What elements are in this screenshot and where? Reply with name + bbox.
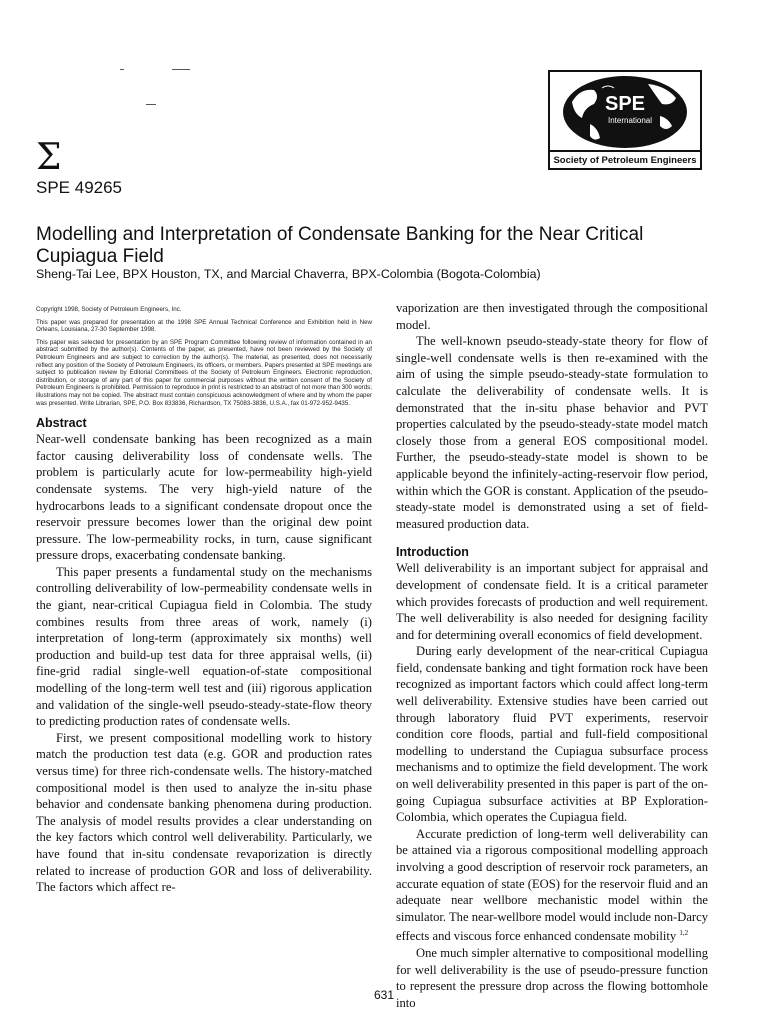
introduction-paragraph: One much simpler alternative to compositional modelling for well deliverability is the use of pseudo-pressure function to represent the pressure drop across the flowing bottomhole into [396,946,708,1010]
scan-speck [172,69,190,70]
introduction-paragraph: Well deliverability is an important subject for appraisal and development of condensate field. It is a critical parameter which provides forecasts of production and well requirement. The well deliverability is also needed for designing facility and for determining overall economics of field development. [396,561,708,642]
introduction-paragraph-text: Accurate prediction of long-term well deliverability can be attained via a rigorous compositional modelling approach involving a good description of reservoir rock parameters, an accurate equation of state (EOS) for the reservoir fluid and an adequate near wellbore mechanistic model within the simulator. The near-wellbore model would include non-Darcy effects and viscous force enhanced condensate mobility [396,826,708,944]
sigma-mark: Σ [36,137,62,178]
spe-logo [548,70,702,170]
abstract-paragraph: First, we present compositional modelling work to history match the production test data (e.g. GOR and production rates versus time) for three rich-condensate wells. The history-matched compositional model is then used to analyze the in-situ phase behavior and condensate banking phenomena during production. The analysis of model results provides a clear understanding on the key factors which control well deliverability. Particularly, we have found that in-situ condensate revaporization is directly related to increase of production GOR and loss of deliverability. The factors which affect re- [36,730,372,895]
introduction-paragraph: During early development of the near-critical Cupiagua field, condensate banking and tight formation rock have been recognized as important factors which could affect long-term well deliverability. Extensive studies have been carried out through laboratory fluid PVT experiments, reservoir condition core floods, partial and full-field compositional modelling to understand the Cupiagua subsurface process mechanisms and to optimize the field development. The work on well deliverability presented in this paper is part of the on-going Cupiagua subsurface activities at BP Exploration-Colombia, which operates the Cupiagua field. [396,644,708,825]
left-column [36,300,372,896]
introduction-heading: Introduction [396,545,469,560]
paper-number: SPE 49265 [36,178,123,197]
citation-superscript: 1,2 [679,929,689,938]
presentation-notice: This paper was prepared for presentation at the 1998 SPE Annual Technical Conference and Exhibition held in New Orleans, Louisiana, 27-30 September 1998. [36,318,372,334]
paper-authors: Sheng-Tai Lee, BPX Houston, TX, and Marcial Chaverra, BPX-Colombia (Bogota-Colombia) [36,267,541,281]
paper-title: Modelling and Interpretation of Condensate Banking for the Near Critical Cupiagua Field [36,224,644,267]
right-column [396,300,708,1012]
introduction-paragraph [396,826,708,945]
abstract-paragraph: This paper presents a fundamental study on the mechanisms controlling deliverability of low-permeability condensate wells in the giant, near-critical Cupiagua field in Colombia. The study combines results from three areas of work, namely (i) interpretation of long-term (approximately six months) well production and build-up test data for three appraisal wells, (ii) fine-grid radial single-well equation-of-state compositional modelling of the long-term well test and (iii) rigorous application and validation of the single-well pseudo-steady-state-flow theory to predicting production rates of condensate wells. [36,564,372,729]
abstract-paragraph: The well-known pseudo-steady-state theory for flow of single-well condensate wells is then re-examined with the aim of using the simple pseudo-steady-state formulation to calculate the deliverability of condensate wells. It is demonstrated that the in-situ phase behavior and PVT properties calculated by the pseudo-steady-state model match closely those from a general EOS compositional model. Further, the pseudo-steady-state model is shown to be applicable beyond the infinitely-acting-reservoir flow period, within which the GOR is constant. Application of the pseudo-steady-state model is demonstrated using a set of field-measured production data. [396,334,708,531]
logo-caption: Society of Petroleum Engineers [550,150,700,166]
page-number: 631 [373,988,395,1002]
scan-speck [120,69,124,70]
copyright-notice: Copyright 1998, Society of Petroleum Engineers, Inc. [36,306,182,313]
scan-speck [146,104,156,105]
abstract-continued: vaporization are then investigated through the compositional model. [396,301,708,332]
globe-logo-icon [550,72,700,152]
abstract-paragraph: Near-well condensate banking has been recognized as a main factor causing deliverability loss of condensate wells. The problem is particularly acute for low-permeability high-yield condensate systems. The very high-yield nature of the hydrocarbons leads to a significant condensate dropout once the reservoir pressure becomes lower than the original dew point pressure. The low-permeability rocks, in turn, cause significant pressure drops, exacerbating condensate banking. [36,432,372,563]
logo-text: SPE [604,93,646,115]
abstract-heading: Abstract [36,416,87,431]
logo-subtext: International [607,116,653,125]
review-notice: This paper was selected for presentation by an SPE Program Committee following review of information contained in an abstract submitted by the author(s). Contents of the paper, as presented, have not been reviewed by the Society of Petroleum Engineers and are subject to correction by the author(s). The material, as presented, does not necessarily reflect any position of the Society of Petroleum Engineers, its officers, or members. Papers presented at SPE meetings are subject to publication review by Editorial Committees of the Society of Petroleum Engineers. Electronic reproduction, distribution, or storage of any part of this paper for commercial purposes without the written consent of the Society of Petroleum Engineers is prohibited. Permission to reproduce in print is restricted to an abstract of not more than 300 words; illustrations may not be copied. The abstract must contain conspicuous acknowledgment of where and by whom the paper was presented. Write Librarian, SPE, P.O. Box 833836, Richardson, TX 75083-3836, U.S.A., fax 01-972-952-9435. [36,338,372,407]
